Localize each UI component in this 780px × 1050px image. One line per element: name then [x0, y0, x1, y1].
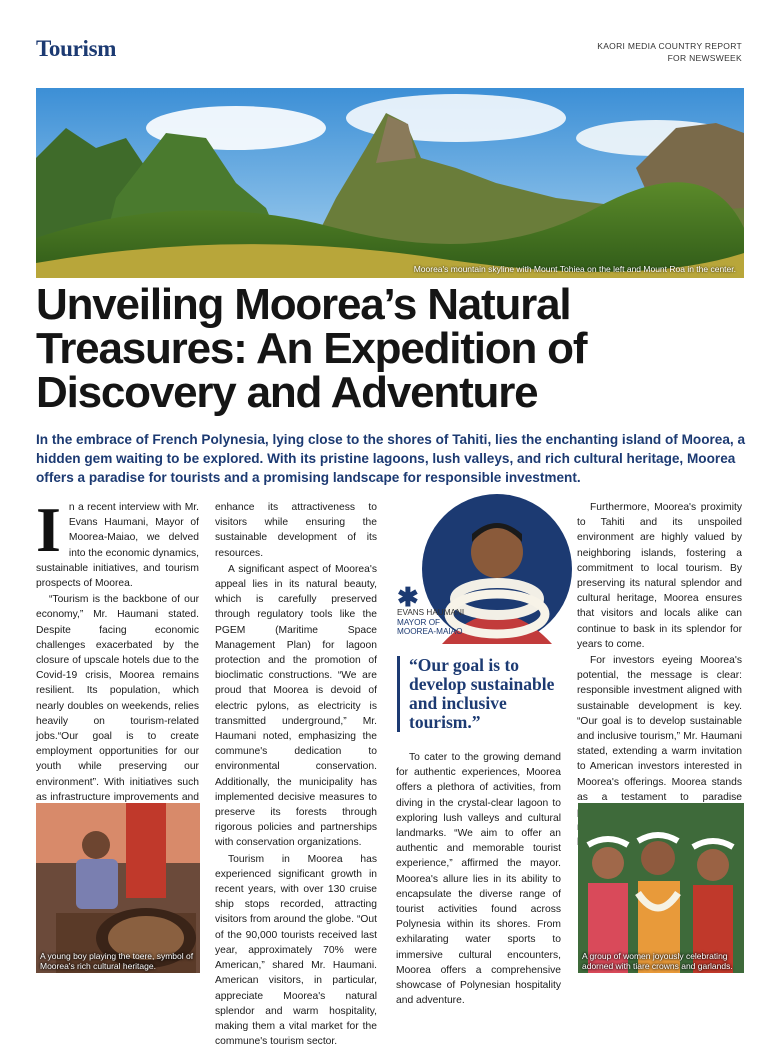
- asterisk-icon: ✱: [397, 582, 419, 612]
- report-line-2: FOR NEWSWEEK: [667, 53, 742, 63]
- paragraph: n a recent interview with Mr. Evans Haumani, Mayor of Moorea-Maiao, we delved into the economic dynamics, sustainable initiatives, and tourism prospects of Moorea.: [36, 502, 199, 590]
- standfirst: In the embrace of French Polynesia, lying close to the shores of Tahiti, lies the enchanting island of Moorea, a hidden gem waiting to be explored. With its pristine lagoons, lush valleys, and rich cultural heritage, Moorea offers a paradise for tourists and a promising landscape for responsible investment.: [36, 432, 746, 485]
- pull-quote: “Our goal is to develop sustainable and inclusive tourism.”: [397, 656, 577, 732]
- drop-cap: I: [36, 494, 61, 565]
- report-line-1: KAORI MEDIA COUNTRY REPORT: [597, 41, 742, 51]
- mayor-name-block: [397, 608, 464, 637]
- paragraph: A significant aspect of Moorea's appeal lies in its natural beauty, which is carefully preserved through regulatory tools like the PGEM (Maritime Space Management Plan) for lagoon protection and the promotion of bioclimatic constructions. “We are proud that Moorea is devoid of electric pylons, as electricity is transmitted underground,” Mr. Haumani noted, emphasizing the commune's dedication to environmental conservation. Additionally, the municipality has implemented decisive measures to preserve its forests through rigorous policies and partnerships with conservation organizations.: [215, 563, 377, 849]
- paragraph: Tourism in Moorea has experienced significant growth in recent years, with over 130 cruise ship stops recorded, attracting visitors from around the globe. “Out of the 90,000 tourists received last year, approximately 70% were American,” shared Mr. Haumani. American visitors, in particular, appreciate Moorea's natural splendor and warm hospitality, making them a vital market for the commune's tourism sector.: [215, 853, 377, 1048]
- headline-line-3: Discovery and Adventure: [36, 368, 538, 417]
- women-celebrating-photo: [578, 803, 744, 973]
- paragraph: “Tourism is the backbone of our economy,” Mr. Haumani stated. Despite facing economic challenges exacerbated by the closure of upscale hotels due to the Covid-19 crisis, Moorea remains resilient. Its population, which nearly doubles on weekends, relies heavily on tourism-related jobs.“Our goal is to create employment opportunities for our youth while preserving our environment”. With initiatives such as infrastructure improvements and: [36, 594, 199, 803]
- photo-caption: A group of women joyously celebrating adorned with tiare crowns and garlands.: [582, 951, 733, 971]
- paragraph: enhance its attractiveness to visitors while ensuring the sustainable development of its resources.: [215, 502, 377, 559]
- photo-caption: A young boy playing the toere, symbol of Moorea's rich cultural heritage.: [40, 951, 194, 971]
- report-credit: [597, 40, 742, 64]
- column-1: [36, 494, 199, 836]
- headline-line-2: Treasures: An Expedition of: [36, 324, 587, 373]
- boy-toere-photo: [36, 803, 200, 973]
- mayor-role-line-1: MAYOR OF: [397, 617, 441, 627]
- women-garlands-image: [578, 803, 744, 973]
- mountain-landscape-image: [36, 88, 744, 278]
- column-2: [215, 500, 377, 1050]
- hero-caption: Moorea's mountain skyline with Mount Tohiea on the left and Mount Roa in the center.: [413, 264, 736, 274]
- mayor-role-line-2: MOOREA-MAIAO: [397, 627, 463, 636]
- column-3: [396, 750, 561, 1009]
- mayor-name: EVANS HAUMANI: [397, 608, 465, 617]
- column-4: [577, 500, 742, 852]
- paragraph-text: For investors eyeing Moorea's potential, the message is clear: responsible investment aligned with sustainable development is key. “Our goal is to develop sustainable and inclusive tourism,” Mr. Haumani stated, extending a warm invitation to American investors interested in Moorea's offerings. Moorea stands as a testament to paradise: [577, 655, 742, 803]
- headline: [36, 280, 756, 417]
- headline-line-1: Unveiling Moorea’s Natural: [36, 280, 571, 329]
- boy-drum-image: [36, 803, 200, 973]
- paragraph: Furthermore, Moorea's proximity to Tahiti and its unspoiled environment are highly valued by neighboring islands, fostering a commitment to local tourism. By preserving its natural splendor and cultural heritage, Moorea ensures that visitors and locals alike can continue to bask in its splendor for years to come.: [577, 502, 742, 650]
- hero-photo: [36, 88, 744, 278]
- section-title: Tourism: [36, 36, 117, 61]
- paragraph: To cater to the growing demand for authentic experiences, Moorea offers a plethora of activities, from diving in the crystal-clear lagoon to exploring lush valleys and cultural landmarks. “We aim to offer an authentic and memorable tourist experience,” affirmed the mayor. Moorea's allure lies in its ability to encapsulate the diverse range of tourist activities found across Polynesia within its shores. From exhilarating water sports to immersive cultural encounters, Moorea offers a comprehensive showcase of Polynesian hospitality and adventure.: [396, 752, 561, 1007]
